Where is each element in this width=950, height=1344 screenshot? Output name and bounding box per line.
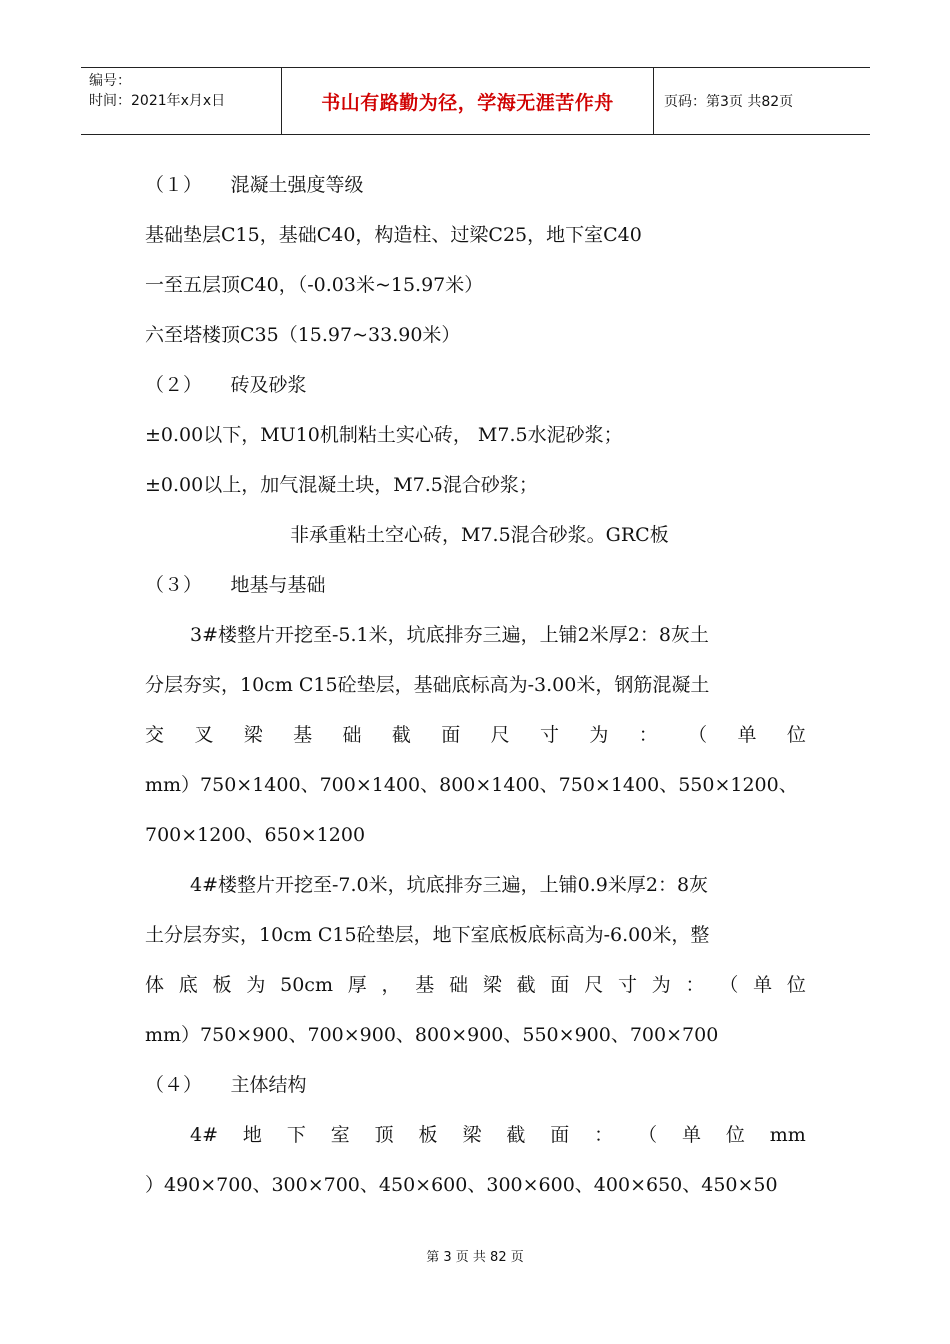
justified-token: 厚 (347, 974, 367, 996)
paragraph-line: 土分层夯实，10cm C15砼垫层，地下室底板底标高为-6.00米，整 (145, 924, 710, 946)
paragraph-line: 六至塔楼顶C35（15.97~33.90米） (145, 324, 461, 346)
justified-token: ： (638, 724, 658, 746)
justified-token: 单 (753, 974, 773, 996)
justified-token: 叉 (194, 724, 214, 746)
page-header (81, 67, 870, 135)
justified-line (145, 960, 806, 1010)
header-motto: 书山有路勤为径，学海无涯苦作舟 (282, 68, 654, 134)
justified-token: （ (638, 1124, 658, 1146)
justified-token: 面 (441, 724, 461, 746)
justified-token: 截 (391, 724, 411, 746)
justified-token: 尺 (584, 974, 604, 996)
paragraph-line: 3#楼整片开挖至-5.1米，坑底排夯三遍，上铺2米厚2：8灰土 (190, 624, 709, 646)
justified-token: ： (685, 974, 705, 996)
section-heading-1: （１） 混凝土强度等级 (145, 174, 364, 196)
section-heading-4: （４） 主体结构 (145, 1074, 307, 1096)
justified-token: （ (719, 974, 739, 996)
justified-token: 单 (737, 724, 757, 746)
justified-token: 尺 (490, 724, 510, 746)
justified-token: 基 (293, 724, 313, 746)
section-heading-2: （２） 砖及砂浆 (145, 374, 307, 396)
justified-token: 寸 (540, 724, 560, 746)
justified-token: 为 (246, 974, 266, 996)
section-heading-3: （３） 地基与基础 (145, 574, 326, 596)
paragraph-line: ±0.00以上，加气混凝土块，M7.5混合砂浆； (145, 474, 538, 496)
paragraph-line: ±0.00以下，MU10机制粘土实心砖， M7.5水泥砂浆； (145, 424, 623, 446)
header-page-info: 页码：第3页 共82页 (664, 94, 794, 110)
number-label: 编号： (89, 73, 131, 89)
justified-token: 面 (550, 974, 570, 996)
justified-token: 为 (589, 724, 609, 746)
justified-token: 础 (449, 974, 469, 996)
justified-token: 截 (516, 974, 536, 996)
justified-token: 梁 (462, 1124, 482, 1146)
justified-token: 位 (786, 724, 806, 746)
justified-token: 板 (212, 974, 232, 996)
justified-token: ： (594, 1124, 614, 1146)
paragraph-line: mm）750×900、700×900、800×900、550×900、700×700 (145, 1024, 719, 1046)
header-meta (81, 68, 282, 134)
justified-line (145, 710, 806, 760)
paragraph-line: 基础垫层C15，基础C40，构造柱、过梁C25，地下室C40 (145, 224, 642, 246)
justified-token: 50cm (280, 974, 333, 996)
justified-token: 础 (342, 724, 362, 746)
date-label: 时间：2021年x月x日 (89, 93, 226, 109)
page-footer: 第 3 页 共 82 页 (426, 1250, 524, 1265)
justified-token: mm (769, 1124, 806, 1146)
justified-token: 单 (681, 1124, 701, 1146)
paragraph-line: 一至五层顶C40，（-0.03米~15.97米） (145, 274, 484, 296)
paragraph-line: 非承重粘土空心砖，M7.5混合砂浆。GRC板 (290, 524, 669, 546)
justified-token: ， (381, 974, 401, 996)
justified-token: 位 (786, 974, 806, 996)
justified-token: 体 (145, 974, 165, 996)
justified-token: 寸 (617, 974, 637, 996)
justified-token: 面 (550, 1124, 570, 1146)
justified-token: 室 (330, 1124, 350, 1146)
paragraph-line: mm）750×1400、700×1400、800×1400、750×1400、550×1200、 (145, 774, 798, 796)
justified-token: 4# (190, 1124, 219, 1146)
justified-token: （ (688, 724, 708, 746)
justified-token: 交 (145, 724, 165, 746)
justified-token: 截 (506, 1124, 526, 1146)
paragraph-line: 4#楼整片开挖至-7.0米，坑底排夯三遍，上铺0.9米厚2：8灰 (190, 874, 709, 896)
justified-token: 地 (242, 1124, 262, 1146)
justified-token: 板 (418, 1124, 438, 1146)
justified-token: 下 (286, 1124, 306, 1146)
justified-line (145, 1110, 806, 1160)
justified-token: 梁 (243, 724, 263, 746)
justified-token: 顶 (374, 1124, 394, 1146)
justified-token: 位 (725, 1124, 745, 1146)
justified-token: 底 (178, 974, 198, 996)
paragraph-line: ）490×700、300×700、450×600、300×600、400×650、450×50 (145, 1174, 778, 1196)
justified-token: 基 (415, 974, 435, 996)
justified-token: 为 (651, 974, 671, 996)
justified-token: 梁 (482, 974, 502, 996)
paragraph-line: 700×1200、650×1200 (145, 824, 366, 846)
paragraph-line: 分层夯实，10cm C15砼垫层，基础底标高为-3.00米，钢筋混凝土 (145, 674, 710, 696)
document-body (145, 160, 806, 1210)
